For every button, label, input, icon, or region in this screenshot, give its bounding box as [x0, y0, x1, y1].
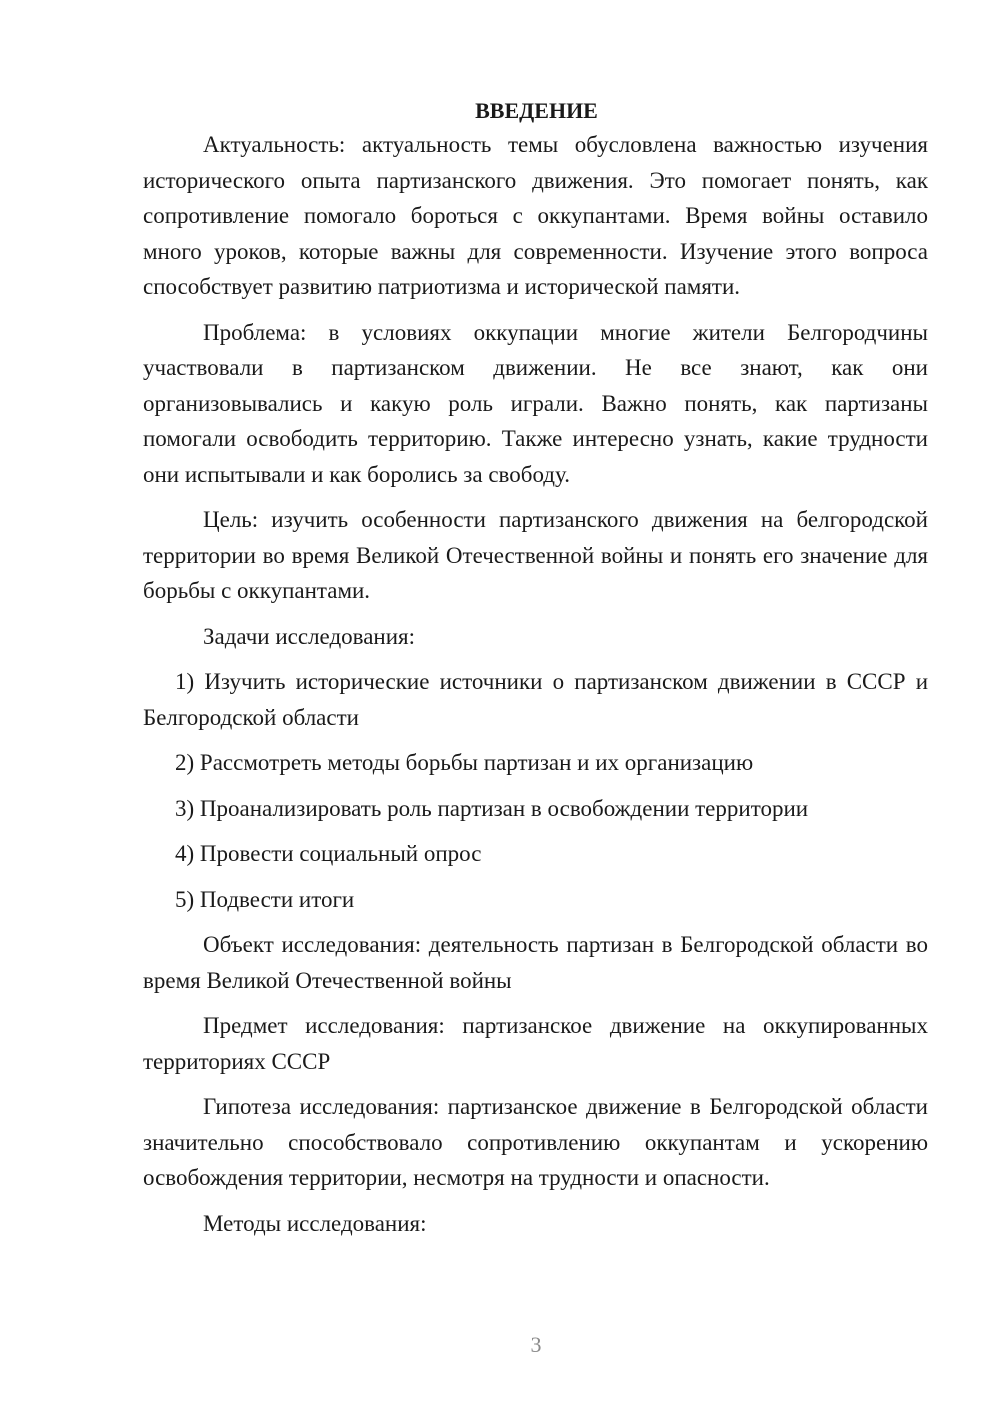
spacer	[143, 305, 928, 315]
tasks-heading: Задачи исследования:	[203, 623, 416, 649]
task-item-5: 5) Подвести итоги	[175, 886, 355, 912]
paragraph-goal: Цель: изучить особенности партизанского движения на белгородской территории во время Великой Отечественной войны и понять его значение для борьбы с оккупантами.	[143, 507, 928, 603]
section-title: ВВЕДЕНИЕ	[475, 98, 598, 123]
spacer	[143, 872, 928, 882]
task-item-1: 1) Изучить исторические источники о партизанском движении в СССР и Белгородской области	[143, 669, 928, 730]
page-content	[143, 95, 928, 1241]
spacer	[143, 654, 928, 664]
paragraph-subject: Предмет исследования: партизанское движение на оккупированных территориях СССР	[143, 1013, 928, 1074]
paragraph-object: Объект исследования: деятельность партизан в Белгородской области во время Великой Отечественной войны	[143, 932, 928, 993]
spacer	[143, 826, 928, 836]
task-item-4: 4) Провести социальный опрос	[175, 841, 482, 866]
page-number: 3	[530, 1332, 542, 1357]
spacer	[143, 1079, 928, 1089]
paragraph-problem: Проблема: в условиях оккупации многие жители Белгородчины участвовали в партизанском движении. Не все знают, как они организовывались и какую роль играли. Важно понять, как партизаны помогали освободить территорию. Также интересно узнать, какие трудности они испытывали и как боролись за свободу.	[143, 319, 928, 487]
paragraph-hypothesis: Гипотеза исследования: партизанское движение в Белгородской области значительно способствовало сопротивлению оккупантам и ускорению освобождения территории, несмотря на трудности и опасности.	[143, 1094, 928, 1190]
spacer	[143, 609, 928, 619]
paragraph-relevance: Актуальность: актуальность темы обусловлена важностью изучения исторического опыта партизанского движения. Это помогает понять, как сопротивление помогало бороться с оккупантами. Время войны оставило много уроков, которые важны для современности. Изучение этого вопроса способствует развитию патриотизма и исторической памяти.	[143, 132, 928, 299]
task-item-2: 2) Рассмотреть методы борьбы партизан и их организацию	[175, 750, 754, 775]
spacer	[143, 735, 928, 745]
task-item-3: 3) Проанализировать роль партизан в освобождении территории	[175, 795, 809, 821]
spacer	[143, 998, 928, 1008]
spacer	[143, 1196, 928, 1206]
spacer	[143, 492, 928, 502]
spacer	[143, 917, 928, 927]
spacer	[143, 781, 928, 791]
methods-heading: Методы исследования:	[203, 1210, 427, 1236]
